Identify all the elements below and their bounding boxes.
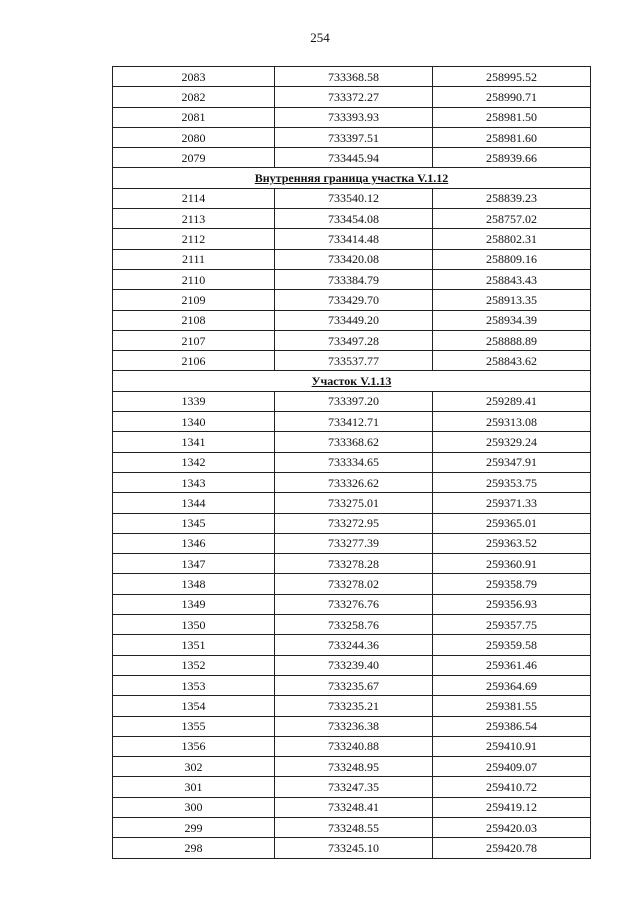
point-number-cell: 300 xyxy=(113,797,275,817)
y-coordinate-cell: 259420.78 xyxy=(433,838,591,858)
table-row xyxy=(113,310,591,330)
table-row xyxy=(113,290,591,310)
section-header-row xyxy=(113,168,591,188)
table-row xyxy=(113,209,591,229)
y-coordinate-cell: 258934.39 xyxy=(433,310,591,330)
x-coordinate-cell: 733236.38 xyxy=(275,716,433,736)
section-title: Участок V.1.13 xyxy=(113,371,591,391)
x-coordinate-cell: 733239.40 xyxy=(275,655,433,675)
x-coordinate-cell: 733412.71 xyxy=(275,412,433,432)
point-number-cell: 2106 xyxy=(113,351,275,371)
coordinates-table-body xyxy=(113,67,591,859)
table-row xyxy=(113,615,591,635)
table-row xyxy=(113,432,591,452)
x-coordinate-cell: 733445.94 xyxy=(275,148,433,168)
x-coordinate-cell: 733372.27 xyxy=(275,87,433,107)
table-row xyxy=(113,249,591,269)
table-row xyxy=(113,452,591,472)
y-coordinate-cell: 258981.50 xyxy=(433,107,591,127)
y-coordinate-cell: 258913.35 xyxy=(433,290,591,310)
y-coordinate-cell: 258981.60 xyxy=(433,127,591,147)
x-coordinate-cell: 733334.65 xyxy=(275,452,433,472)
point-number-cell: 1348 xyxy=(113,574,275,594)
table-row xyxy=(113,148,591,168)
point-number-cell: 2082 xyxy=(113,87,275,107)
x-coordinate-cell: 733276.76 xyxy=(275,594,433,614)
table-row xyxy=(113,493,591,513)
y-coordinate-cell: 259410.72 xyxy=(433,777,591,797)
point-number-cell: 2114 xyxy=(113,188,275,208)
x-coordinate-cell: 733277.39 xyxy=(275,533,433,553)
point-number-cell: 1356 xyxy=(113,736,275,756)
x-coordinate-cell: 733368.62 xyxy=(275,432,433,452)
y-coordinate-cell: 259364.69 xyxy=(433,675,591,695)
table-row xyxy=(113,554,591,574)
point-number-cell: 2079 xyxy=(113,148,275,168)
y-coordinate-cell: 259361.46 xyxy=(433,655,591,675)
y-coordinate-cell: 259357.75 xyxy=(433,615,591,635)
y-coordinate-cell: 258757.02 xyxy=(433,209,591,229)
x-coordinate-cell: 733235.67 xyxy=(275,675,433,695)
y-coordinate-cell: 259358.79 xyxy=(433,574,591,594)
point-number-cell: 1346 xyxy=(113,533,275,553)
x-coordinate-cell: 733449.20 xyxy=(275,310,433,330)
point-number-cell: 1339 xyxy=(113,391,275,411)
y-coordinate-cell: 258888.89 xyxy=(433,330,591,350)
table-row xyxy=(113,716,591,736)
point-number-cell: 1350 xyxy=(113,615,275,635)
table-row xyxy=(113,472,591,492)
x-coordinate-cell: 733272.95 xyxy=(275,513,433,533)
point-number-cell: 1353 xyxy=(113,675,275,695)
y-coordinate-cell: 258809.16 xyxy=(433,249,591,269)
point-number-cell: 1344 xyxy=(113,493,275,513)
table-row xyxy=(113,127,591,147)
x-coordinate-cell: 733397.20 xyxy=(275,391,433,411)
page-number: 254 xyxy=(310,30,330,45)
x-coordinate-cell: 733278.02 xyxy=(275,574,433,594)
x-coordinate-cell: 733540.12 xyxy=(275,188,433,208)
table-row xyxy=(113,574,591,594)
table-row xyxy=(113,797,591,817)
x-coordinate-cell: 733278.28 xyxy=(275,554,433,574)
y-coordinate-cell: 259363.52 xyxy=(433,533,591,553)
table-row xyxy=(113,269,591,289)
table-row xyxy=(113,412,591,432)
point-number-cell: 301 xyxy=(113,777,275,797)
point-number-cell: 1352 xyxy=(113,655,275,675)
point-number-cell: 2112 xyxy=(113,229,275,249)
table-row xyxy=(113,513,591,533)
y-coordinate-cell: 259329.24 xyxy=(433,432,591,452)
x-coordinate-cell: 733326.62 xyxy=(275,472,433,492)
table-row xyxy=(113,696,591,716)
x-coordinate-cell: 733247.35 xyxy=(275,777,433,797)
x-coordinate-cell: 733244.36 xyxy=(275,635,433,655)
x-coordinate-cell: 733397.51 xyxy=(275,127,433,147)
y-coordinate-cell: 259360.91 xyxy=(433,554,591,574)
point-number-cell: 299 xyxy=(113,817,275,837)
x-coordinate-cell: 733235.21 xyxy=(275,696,433,716)
y-coordinate-cell: 259359.58 xyxy=(433,635,591,655)
x-coordinate-cell: 733384.79 xyxy=(275,269,433,289)
point-number-cell: 1341 xyxy=(113,432,275,452)
x-coordinate-cell: 733537.77 xyxy=(275,351,433,371)
table-row xyxy=(113,391,591,411)
y-coordinate-cell: 258839.23 xyxy=(433,188,591,208)
table-row xyxy=(113,675,591,695)
y-coordinate-cell: 258939.66 xyxy=(433,148,591,168)
table-row xyxy=(113,533,591,553)
x-coordinate-cell: 733368.58 xyxy=(275,67,433,87)
y-coordinate-cell: 258995.52 xyxy=(433,67,591,87)
point-number-cell: 2107 xyxy=(113,330,275,350)
x-coordinate-cell: 733245.10 xyxy=(275,838,433,858)
point-number-cell: 1347 xyxy=(113,554,275,574)
section-title: Внутренняя граница участка V.1.12 xyxy=(113,168,591,188)
x-coordinate-cell: 733497.28 xyxy=(275,330,433,350)
table-row xyxy=(113,67,591,87)
coordinates-table xyxy=(112,66,591,859)
point-number-cell: 2080 xyxy=(113,127,275,147)
x-coordinate-cell: 733393.93 xyxy=(275,107,433,127)
y-coordinate-cell: 259365.01 xyxy=(433,513,591,533)
point-number-cell: 1351 xyxy=(113,635,275,655)
y-coordinate-cell: 259386.54 xyxy=(433,716,591,736)
point-number-cell: 298 xyxy=(113,838,275,858)
table-row xyxy=(113,777,591,797)
y-coordinate-cell: 259289.41 xyxy=(433,391,591,411)
table-row xyxy=(113,188,591,208)
table-row xyxy=(113,838,591,858)
y-coordinate-cell: 259381.55 xyxy=(433,696,591,716)
y-coordinate-cell: 258843.62 xyxy=(433,351,591,371)
point-number-cell: 1345 xyxy=(113,513,275,533)
y-coordinate-cell: 258843.43 xyxy=(433,269,591,289)
point-number-cell: 2110 xyxy=(113,269,275,289)
x-coordinate-cell: 733248.41 xyxy=(275,797,433,817)
point-number-cell: 1340 xyxy=(113,412,275,432)
y-coordinate-cell: 259371.33 xyxy=(433,493,591,513)
x-coordinate-cell: 733258.76 xyxy=(275,615,433,635)
point-number-cell: 302 xyxy=(113,757,275,777)
x-coordinate-cell: 733429.70 xyxy=(275,290,433,310)
y-coordinate-cell: 259347.91 xyxy=(433,452,591,472)
point-number-cell: 1343 xyxy=(113,472,275,492)
y-coordinate-cell: 258990.71 xyxy=(433,87,591,107)
table-row xyxy=(113,635,591,655)
y-coordinate-cell: 259419.12 xyxy=(433,797,591,817)
table-row xyxy=(113,351,591,371)
x-coordinate-cell: 733414.48 xyxy=(275,229,433,249)
y-coordinate-cell: 258802.31 xyxy=(433,229,591,249)
y-coordinate-cell: 259353.75 xyxy=(433,472,591,492)
table-row xyxy=(113,229,591,249)
x-coordinate-cell: 733240.88 xyxy=(275,736,433,756)
point-number-cell: 2111 xyxy=(113,249,275,269)
table-row xyxy=(113,655,591,675)
y-coordinate-cell: 259313.08 xyxy=(433,412,591,432)
x-coordinate-cell: 733420.08 xyxy=(275,249,433,269)
table-row xyxy=(113,87,591,107)
section-header-row xyxy=(113,371,591,391)
table-row xyxy=(113,594,591,614)
point-number-cell: 2109 xyxy=(113,290,275,310)
x-coordinate-cell: 733248.55 xyxy=(275,817,433,837)
point-number-cell: 1354 xyxy=(113,696,275,716)
table-row xyxy=(113,330,591,350)
y-coordinate-cell: 259356.93 xyxy=(433,594,591,614)
y-coordinate-cell: 259410.91 xyxy=(433,736,591,756)
table-row xyxy=(113,107,591,127)
table-row xyxy=(113,757,591,777)
y-coordinate-cell: 259409.07 xyxy=(433,757,591,777)
point-number-cell: 2108 xyxy=(113,310,275,330)
point-number-cell: 1342 xyxy=(113,452,275,472)
point-number-cell: 2081 xyxy=(113,107,275,127)
point-number-cell: 2083 xyxy=(113,67,275,87)
point-number-cell: 2113 xyxy=(113,209,275,229)
point-number-cell: 1355 xyxy=(113,716,275,736)
y-coordinate-cell: 259420.03 xyxy=(433,817,591,837)
point-number-cell: 1349 xyxy=(113,594,275,614)
x-coordinate-cell: 733454.08 xyxy=(275,209,433,229)
table-row xyxy=(113,736,591,756)
x-coordinate-cell: 733248.95 xyxy=(275,757,433,777)
table-row xyxy=(113,817,591,837)
x-coordinate-cell: 733275.01 xyxy=(275,493,433,513)
